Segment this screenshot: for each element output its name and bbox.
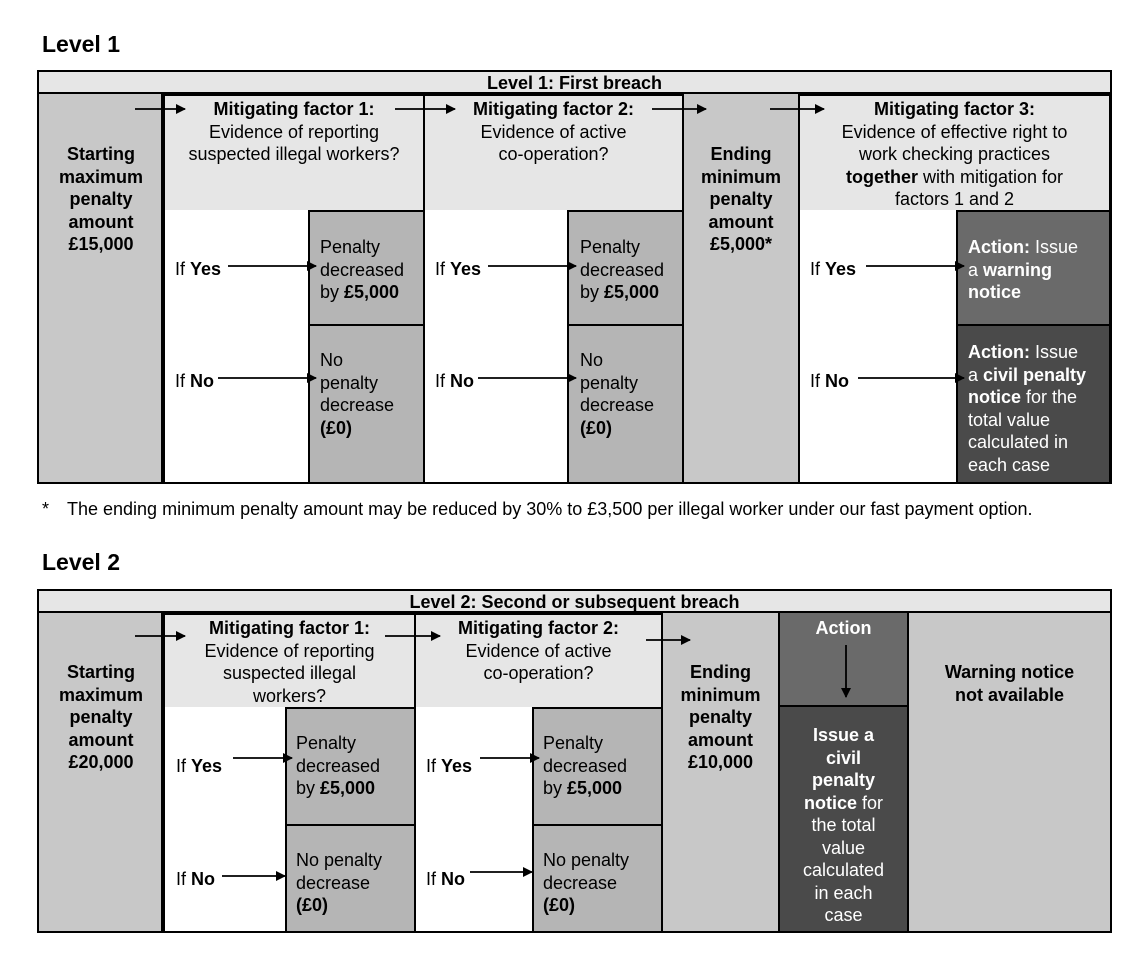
level2-mf1-if-yes: If Yes bbox=[176, 756, 223, 776]
level2-mf1-decrease: Penalty decreased by £5,000 bbox=[296, 733, 381, 798]
level1-mf2-divider bbox=[567, 324, 684, 326]
level2-action-head: Action bbox=[815, 618, 872, 638]
level2-mf2-if-no: If No bbox=[426, 869, 466, 889]
level1-mf2-labels-area bbox=[423, 210, 570, 484]
level2-warning-not-available: Warning notice not available bbox=[944, 662, 1075, 705]
level2-mf2-labels-area bbox=[414, 707, 534, 933]
level2-mf1-if-no: If No bbox=[176, 869, 216, 889]
level1-mf1-if-no: If No bbox=[175, 371, 215, 391]
level1-mf1-labels-area bbox=[163, 210, 310, 484]
level1-starting-amount: Starting maximum penalty amount £15,000 bbox=[58, 144, 144, 254]
level1-mf2-if-no: If No bbox=[435, 371, 475, 391]
level2-mf2-divider bbox=[532, 824, 663, 826]
level1-mf3-labels-area bbox=[798, 210, 958, 484]
level1-mf1-if-yes: If Yes bbox=[175, 259, 222, 279]
level1-mf3-if-no: If No bbox=[810, 371, 850, 391]
level2-starting-amount: Starting maximum penalty amount £20,000 bbox=[58, 662, 144, 772]
level1-mf2-no-decrease: No penalty decrease (£0) bbox=[580, 350, 655, 438]
level2-ending-amount: Ending minimum penalty amount £10,000 bbox=[680, 662, 761, 772]
level1-heading: Level 1 bbox=[42, 31, 120, 57]
level2-mf1-text: Mitigating factor 1: Evidence of reporting suspected illegal workers? bbox=[204, 618, 375, 706]
level1-action-penalty: Action: Issue a civil penalty notice for the total value calculated in each case bbox=[968, 342, 1087, 475]
level1-footnote: The ending minimum penalty amount may be reduced by 30% to £3,500 per illegal worker under our fast payment option. bbox=[67, 499, 1033, 519]
level2-mf1-divider bbox=[285, 824, 416, 826]
level2-mf2-if-yes: If Yes bbox=[426, 756, 473, 776]
level1-caption: Level 1: First breach bbox=[486, 73, 663, 93]
level1-mf3-text: Mitigating factor 3: Evidence of effective right to work checking practices together with mitigation for factors 1 and 2 bbox=[841, 99, 1068, 209]
level1-mf2-text: Mitigating factor 2: Evidence of active co-operation? bbox=[473, 99, 634, 164]
level2-mf2-text: Mitigating factor 2: Evidence of active co-operation? bbox=[458, 618, 619, 683]
level1-action-warning: Action: Issue a warning notice bbox=[968, 237, 1079, 302]
level2-caption: Level 2: Second or subsequent breach bbox=[409, 592, 740, 612]
level1-mf1-text: Mitigating factor 1: Evidence of reporting suspected illegal workers? bbox=[188, 99, 400, 164]
level2-heading: Level 2 bbox=[42, 549, 120, 575]
level1-mf2-decrease: Penalty decreased by £5,000 bbox=[580, 237, 665, 302]
level1-mf2-if-yes: If Yes bbox=[435, 259, 482, 279]
level2-action-text: Issue a civil penalty notice for the total value calculated in each case bbox=[802, 725, 885, 925]
level1-mf1-divider bbox=[308, 324, 425, 326]
level1-mf1-decrease: Penalty decreased by £5,000 bbox=[320, 237, 405, 302]
level1-mf3-if-yes: If Yes bbox=[810, 259, 857, 279]
level2-mf2-no-decrease: No penalty decrease (£0) bbox=[543, 850, 630, 915]
level1-ending-amount: Ending minimum penalty amount £5,000* bbox=[700, 144, 781, 254]
level2-mf2-decrease: Penalty decreased by £5,000 bbox=[543, 733, 628, 798]
level1-mf1-no-decrease: No penalty decrease (£0) bbox=[320, 350, 395, 438]
level1-footnote-star: * bbox=[42, 499, 50, 519]
level2-mf1-no-decrease: No penalty decrease (£0) bbox=[296, 850, 383, 915]
level2-mf1-labels-area bbox=[163, 707, 287, 933]
